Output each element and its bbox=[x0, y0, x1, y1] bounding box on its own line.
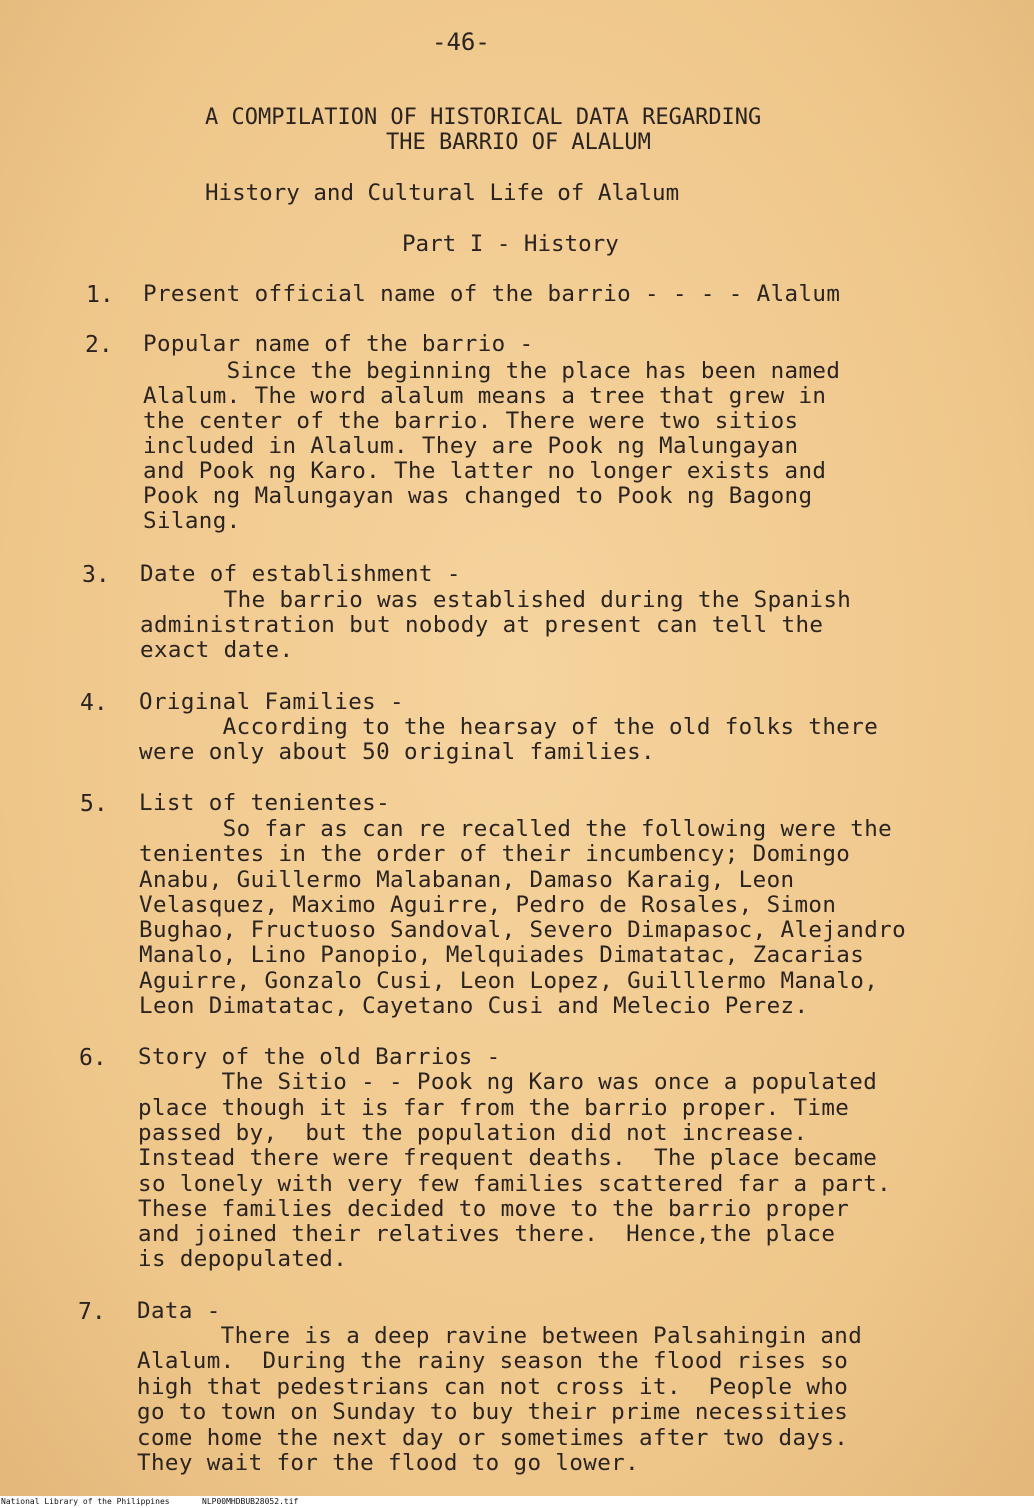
item-number-4: 4. bbox=[80, 690, 108, 716]
item-7-line-5: go to town on Sunday to buy their prime necessities bbox=[137, 1399, 849, 1425]
item-number-2: 2. bbox=[85, 332, 113, 358]
item-6-line-1: Story of the old Barrios - bbox=[138, 1044, 501, 1070]
item-6-line-9: is depopulated. bbox=[138, 1246, 348, 1272]
item-number-6: 6. bbox=[79, 1045, 107, 1071]
item-6-line-7: These families decided to move to the barrio proper bbox=[138, 1196, 850, 1222]
item-6-line-2: The Sitio - - Pook ng Karo was once a populated bbox=[138, 1069, 878, 1095]
item-3-line-4: exact date. bbox=[140, 637, 294, 663]
item-5-line-2: So far as can re recalled the following were the bbox=[139, 816, 893, 842]
item-4-line-3: were only about 50 original families. bbox=[139, 739, 656, 765]
page-number: -46- bbox=[432, 28, 490, 56]
item-6-line-8: and joined their relatives there. Hence,the place bbox=[138, 1221, 836, 1247]
item-4-line-1: Original Families - bbox=[139, 689, 404, 715]
item-6-line-3: place though it is far from the barrio proper. Time bbox=[138, 1095, 850, 1121]
item-5-line-8: Aguirre, Gonzalo Cusi, Leon Lopez, Guilllermo Manalo, bbox=[139, 968, 879, 994]
item-5-line-1: List of tenientes- bbox=[139, 790, 391, 816]
title-line-1: A COMPILATION OF HISTORICAL DATA REGARDING bbox=[205, 105, 762, 130]
footer-library-label: National Library of the Philippines bbox=[1, 1497, 170, 1506]
item-number-5: 5. bbox=[80, 791, 108, 817]
item-3-line-1: Date of establishment - bbox=[140, 561, 461, 587]
item-7-line-4: high that pedestrians can not cross it. People who bbox=[137, 1374, 849, 1400]
item-6-line-5: Instead there were frequent deaths. The place became bbox=[138, 1145, 878, 1171]
item-number-7: 7. bbox=[78, 1299, 106, 1325]
item-7-line-7: They wait for the flood to go lower. bbox=[137, 1450, 640, 1476]
item-5-line-7: Manalo, Lino Panopio, Melquiades Dimatatac, Zacarias bbox=[139, 942, 865, 968]
item-3-line-2: The barrio was established during the Spanish bbox=[140, 587, 852, 613]
item-6-line-6: so lonely with very few families scattered far a part. bbox=[138, 1171, 892, 1197]
part-heading: Part I - History bbox=[402, 231, 619, 257]
footer-file-name: NLP00MHDBUB28052.tif bbox=[202, 1497, 299, 1506]
item-7-line-6: come home the next day or sometimes after two days. bbox=[137, 1425, 849, 1451]
item-5-line-9: Leon Dimatatac, Cayetano Cusi and Melecio Perez. bbox=[139, 993, 809, 1019]
item-5-line-6: Bughao, Fructuoso Sandoval, Severo Dimapasoc, Alejandro bbox=[139, 917, 907, 943]
title-line-2: THE BARRIO OF ALALUM bbox=[386, 130, 651, 155]
item-5-line-5: Velasquez, Maximo Aguirre, Pedro de Rosales, Simon bbox=[139, 892, 837, 918]
item-2-line-4: the center of the barrio. There were two sitios bbox=[143, 408, 799, 434]
item-5-line-4: Anabu, Guillermo Malabanan, Damaso Karaig, Leon bbox=[139, 867, 795, 893]
item-2-line-2: Since the beginning the place has been named bbox=[143, 358, 841, 384]
item-2-line-5: included in Alalum. They are Pook ng Malungayan bbox=[143, 433, 799, 459]
scan-footer bbox=[0, 1496, 1034, 1508]
item-7-line-2: There is a deep ravine between Palsahingin and bbox=[137, 1323, 863, 1349]
item-2-line-7: Pook ng Malungayan was changed to Pook ng Bagong bbox=[143, 483, 813, 509]
item-2-line-6: and Pook ng Karo. The latter no longer exists and bbox=[143, 458, 827, 484]
item-4-line-2: According to the hearsay of the old folks there bbox=[139, 714, 879, 740]
item-2-line-1: Popular name of the barrio - bbox=[143, 331, 534, 357]
item-number-1: 1. bbox=[86, 282, 114, 308]
item-3-line-3: administration but nobody at present can tell the bbox=[140, 612, 824, 638]
item-1-line-1: Present official name of the barrio - - - - Alalum bbox=[143, 281, 841, 307]
item-7-line-1: Data - bbox=[137, 1298, 221, 1324]
item-6-line-4: passed by, but the population did not increase. bbox=[138, 1120, 808, 1146]
item-7-line-3: Alalum. During the rainy season the flood rises so bbox=[137, 1348, 849, 1374]
subtitle: History and Cultural Life of Alalum bbox=[205, 180, 680, 206]
item-5-line-3: tenientes in the order of their incumbency; Domingo bbox=[139, 841, 851, 867]
item-2-line-8: Silang. bbox=[143, 508, 241, 534]
item-2-line-3: Alalum. The word alalum means a tree that grew in bbox=[143, 383, 827, 409]
item-number-3: 3. bbox=[82, 562, 110, 588]
